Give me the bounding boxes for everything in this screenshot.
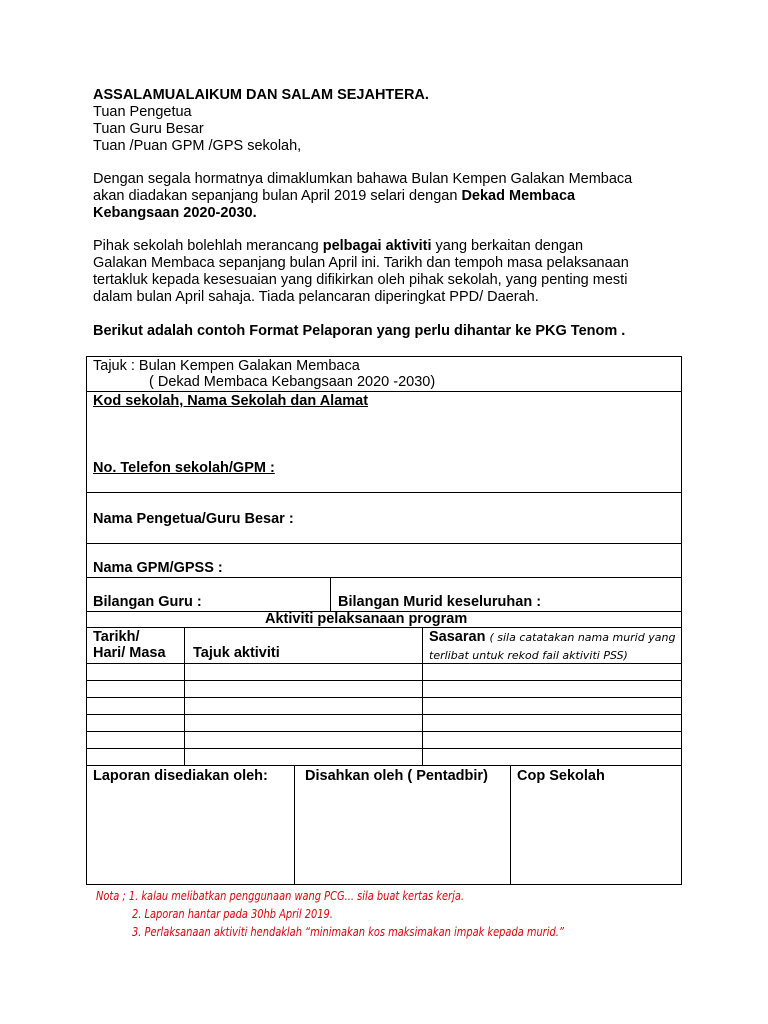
- date-column-header: Hari/ Masa: [93, 645, 166, 661]
- form-row-activity-header: [87, 612, 681, 628]
- form-title: Tajuk : Bulan Kempen Galakan Membaca: [93, 358, 360, 374]
- paragraph-line: tertakluk kepada kesesuaian yang difikirkan oleh pihak sekolah, yang penting mesti: [93, 272, 628, 288]
- paragraph-bold: pelbagai aktiviti: [322, 238, 432, 254]
- target-column-header: [429, 629, 675, 646]
- recipient-line: Tuan Guru Besar: [93, 121, 204, 137]
- form-row-principal: [87, 493, 681, 544]
- activity-entry-row: [87, 698, 681, 715]
- column-divider: [422, 681, 423, 697]
- prepared-by-label: Laporan disediakan oleh:: [93, 768, 268, 784]
- column-divider: [422, 732, 423, 748]
- column-divider: [422, 715, 423, 731]
- school-stamp-label: Cop Sekolah: [517, 768, 605, 784]
- form-row-school: [87, 392, 681, 493]
- note-line-1: Nota ; 1. kalau melibatkan penggunaan wang PCG... sila buat kertas kerja.: [96, 889, 464, 903]
- note-line-2: 2. Laporan hantar pada 30hb April 2019.: [132, 907, 333, 921]
- paragraph-line: [93, 238, 693, 255]
- column-divider: [294, 766, 295, 884]
- paragraph-text: yang berkaitan dengan: [431, 238, 584, 254]
- greeting-title: ASSALAMUALAIKUM DAN SALAM SEJAHTERA.: [93, 87, 429, 103]
- principal-name-label: Nama Pengetua/Guru Besar :: [93, 511, 294, 527]
- activity-section-title: Aktiviti pelaksanaan program: [265, 611, 468, 627]
- form-row-activity-columns: [87, 628, 681, 664]
- activity-entry-row: [87, 715, 681, 732]
- column-divider: [184, 749, 185, 765]
- column-divider: [184, 664, 185, 680]
- report-form-table: [86, 356, 682, 885]
- paragraph-line: Galakan Membaca sepanjang bulan April ini. Tarikh dan tempoh masa pelaksanaan: [93, 255, 629, 271]
- form-row-title: [87, 357, 681, 392]
- activity-entry-row: [87, 681, 681, 698]
- column-divider: [422, 749, 423, 765]
- activity-title-column-header: Tajuk aktiviti: [193, 645, 280, 661]
- note-line-3: 3. Perlaksanaan aktiviti hendaklah “minimakan kos maksimakan impak kepada murid.”: [132, 925, 564, 939]
- column-divider: [422, 698, 423, 714]
- paragraph-text: Pihak sekolah bolehlah merancang: [93, 238, 323, 254]
- form-row-gpm: [87, 544, 681, 578]
- activity-entry-row: [87, 732, 681, 749]
- recipient-line: Tuan Pengetua: [93, 104, 192, 120]
- teacher-count-label: Bilangan Guru :: [93, 594, 202, 610]
- paragraph-bold: Dekad Membaca: [461, 188, 576, 204]
- form-row-counts: [87, 578, 681, 612]
- paragraph-line: Dengan segala hormatnya dimaklumkan bahawa Bulan Kempen Galakan Membaca: [93, 171, 633, 187]
- approved-by-label: Disahkan oleh ( Pentadbir): [305, 768, 488, 784]
- student-count-label: Bilangan Murid keseluruhan :: [338, 594, 542, 610]
- paragraph-activities: [93, 238, 693, 306]
- instruction-line: Berikut adalah contoh Format Pelaporan yang perlu dihantar ke PKG Tenom .: [93, 323, 626, 339]
- form-row-signatures: [87, 766, 681, 884]
- target-note: terlibat untuk rekod fail aktiviti PSS): [429, 649, 628, 662]
- column-divider: [330, 578, 331, 611]
- paragraph-text: akan diadakan sepanjang bulan April 2019 selari dengan: [93, 188, 462, 204]
- paragraph-line: dalam bulan April sahaja. Tiada pelancaran diperingkat PPD/ Daerah.: [93, 289, 539, 305]
- school-info-label: Kod sekolah, Nama Sekolah dan Alamat: [93, 393, 369, 409]
- recipient-line: Tuan /Puan GPM /GPS sekolah,: [93, 138, 302, 154]
- column-divider: [510, 766, 511, 884]
- column-divider: [184, 715, 185, 731]
- column-divider: [184, 628, 185, 663]
- date-column-header: Tarikh/: [93, 629, 140, 645]
- form-subtitle: ( Dekad Membaca Kebangsaan 2020 -2030): [149, 374, 436, 390]
- target-note: ( sila catatakan nama murid yang: [489, 631, 676, 644]
- paragraph-line: Kebangsaan 2020-2030.: [93, 205, 257, 221]
- target-label: Sasaran: [429, 629, 486, 645]
- activity-entry-row: [87, 664, 681, 681]
- column-divider: [422, 664, 423, 680]
- gpm-name-label: Nama GPM/GPSS :: [93, 560, 223, 576]
- column-divider: [184, 681, 185, 697]
- activity-entry-row: [87, 749, 681, 766]
- paragraph-line: [93, 188, 693, 205]
- greeting-block: [93, 87, 693, 155]
- phone-label: No. Telefon sekolah/GPM :: [93, 460, 275, 476]
- paragraph-announcement: [93, 171, 693, 222]
- column-divider: [184, 732, 185, 748]
- column-divider: [184, 698, 185, 714]
- column-divider: [422, 628, 423, 663]
